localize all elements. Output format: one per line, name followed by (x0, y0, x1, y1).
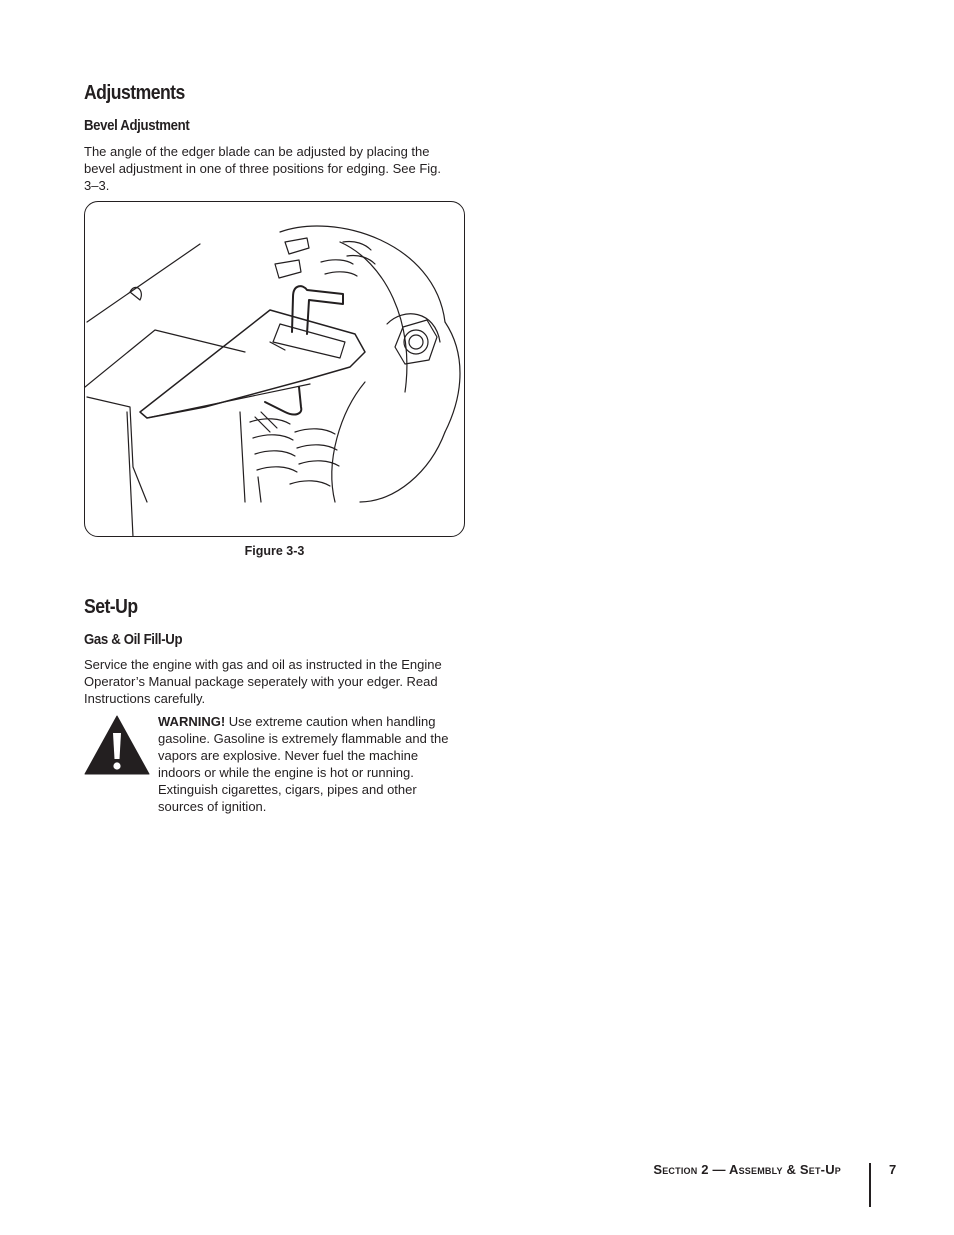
footer-divider (869, 1163, 871, 1207)
gas-oil-heading: Gas & Oil Fill-Up (84, 631, 183, 648)
adjustments-heading: Adjustments (84, 82, 185, 104)
warning-triangle-icon (84, 715, 150, 775)
bevel-adjustment-heading: Bevel Adjustment (84, 117, 190, 134)
footer-section-title: Section 2 — Assembly & Set-Up (653, 1162, 841, 1177)
warning-body: Use extreme caution when handling gasoline. Gasoline is extremely flammable and the vapors are explosive. Never fuel the machine indoors or while the engine is hot or running. Extinguish cigarettes, cigars, pipes and other sources of ignition. (158, 714, 449, 814)
setup-heading: Set-Up (84, 596, 138, 618)
bevel-adjustment-text: The angle of the edger blade can be adjusted by placing the bevel adjustment in one of three positions for edging. See Fig. 3–3. (84, 144, 441, 193)
bevel-adjustment-drawing (85, 202, 465, 537)
page-number: 7 (889, 1162, 897, 1177)
figure-caption: Figure 3-3 (244, 544, 305, 558)
warning-label: WARNING! (158, 714, 226, 729)
warning-message (158, 713, 463, 815)
figure-3-3-illustration (84, 201, 465, 537)
gas-oil-text: Service the engine with gas and oil as instructed in the Engine Operator’s Manual package seperately with your edger. Read Instructions carefully. (84, 657, 442, 706)
